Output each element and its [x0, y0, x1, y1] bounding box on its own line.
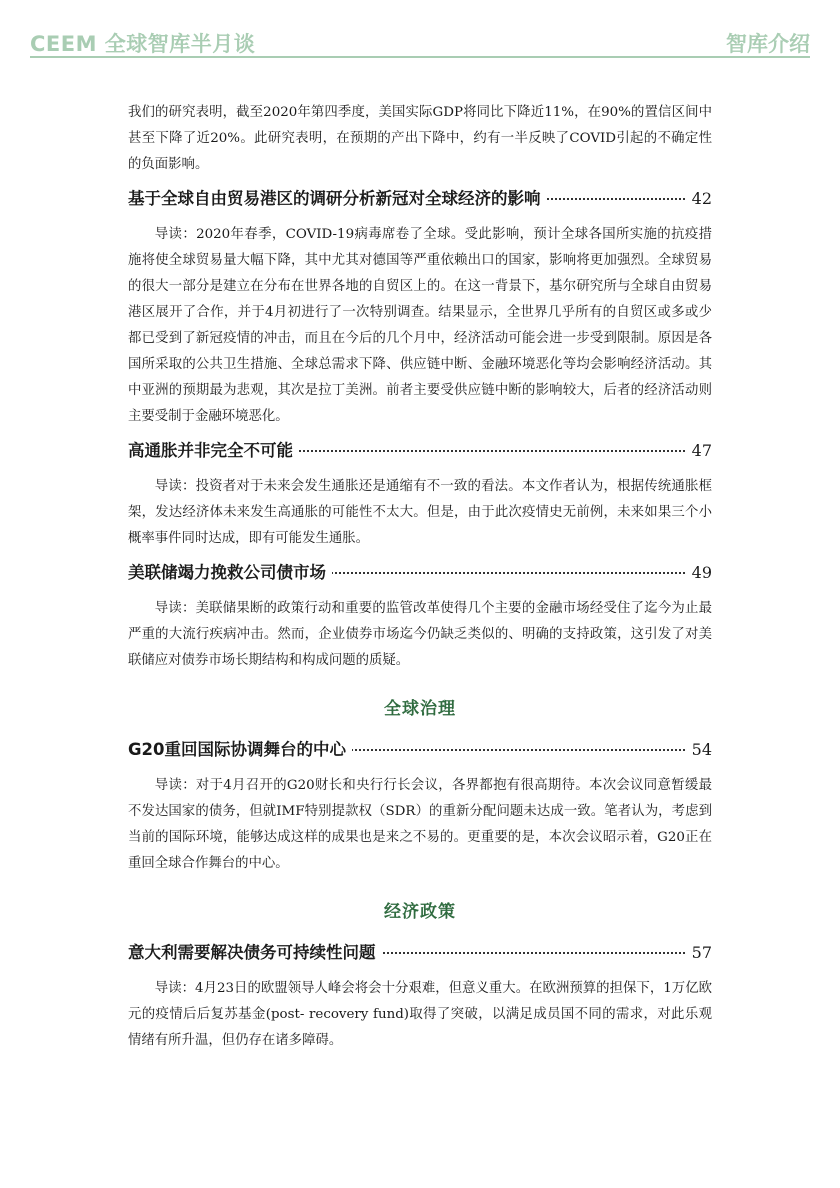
entry-summary: 导读：2020年春季，COVID-19病毒席卷了全球。受此影响，预计全球各国所实施的抗疫措施将使全球贸易量大幅下降，其中尤其对德国等严重依赖出口的国家，影响将更加强烈。全球贸易的很大一部分是建立在分布在世界各地的自贸区上的。在这一背景下，基尔研究所与全球自由贸易港区展开了合作，并于4月初进行了一次特别调查。结果显示，全世界几乎所有的自贸区或多或少都已受到了新冠疫情的冲击，而且在今后的几个月中，经济活动可能会进一步受到限制。原因是各国所采取的公共卫生措施、全球总需求下降、供应链中断、金融环境恶化等均会影响经济活动。其中亚洲的预期最为悲观，其次是拉丁美洲。前者主要受供应链中断的影响较大，后者的经济活动则主要受制于金融环境恶化。 [128, 227, 712, 424]
entry-title: G20重回国际协调舞台的中心 [128, 735, 352, 765]
entry-page-number: 42 [686, 184, 712, 214]
toc-entry-global-ftz[interactable] [128, 184, 712, 214]
publication-title: CEEM 全球智库半月谈 [30, 32, 256, 56]
entry-title: 基于全球自由贸易港区的调研分析新冠对全球经济的影响 [128, 184, 547, 214]
entry-summary: 导读：4月23日的欧盟领导人峰会将会十分艰难，但意义重大。在欧洲预算的担保下，1万亿欧元的疫情后后复苏基金(post- recovery fund)取得了突破，以满足成员国不同的需求，对此乐观情绪有所升温，但仍存在诸多障碍。 [128, 981, 712, 1048]
header-divider [30, 56, 810, 58]
entry-title: 意大利需要解决债务可持续性问题 [128, 938, 382, 968]
toc-entry-high-inflation[interactable] [128, 436, 712, 466]
section-heading-global-governance: 全球治理 [384, 699, 456, 719]
entry-summary: 导读：对于4月召开的G20财长和央行行长会议，各界都抱有很高期待。本次会议同意暂缓最不发达国家的债务，但就IMF特别提款权（SDR）的重新分配问题未达成一致。笔者认为，考虑到当前的国际环境，能够达成这样的成果也是来之不易的。更重要的是，本次会议昭示着，G20正在重回全球合作舞台的中心。 [128, 778, 712, 871]
entry-page-number: 47 [686, 436, 712, 466]
entry-page-number: 57 [686, 938, 712, 968]
entry-summary: 导读：美联储果断的政策行动和重要的监管改革使得几个主要的金融市场经受住了迄今为止最严重的大流行疾病冲击。然而，企业债券市场迄今仍缺乏类似的、明确的支持政策，这引发了对美联储应对债券市场长期结构和构成问题的质疑。 [128, 601, 712, 668]
page-header [30, 24, 810, 58]
toc-entry-italy-debt[interactable] [128, 938, 712, 968]
toc-entry-fed-corporate-bonds[interactable] [128, 558, 712, 588]
section-label: 智库介绍 [726, 32, 810, 56]
toc-entry-g20[interactable] [128, 735, 712, 765]
entry-page-number: 54 [686, 735, 712, 765]
entry-summary: 导读：投资者对于未来会发生通胀还是通缩有不一致的看法。本文作者认为，根据传统通胀框架，发达经济体未来发生高通胀的可能性不太大。但是，由于此次疫情史无前例，未来如果三个小概率事件同时达成，即有可能发生通胀。 [128, 479, 712, 546]
intro-paragraph: 我们的研究表明，截至2020年第四季度，美国实际GDP将同比下降近11%，在90%的置信区间中甚至下降了近20%。此研究表明，在预期的产出下降中，约有一半反映了COVID引起的不确定性的负面影响。 [128, 105, 712, 172]
toc-content [128, 100, 712, 1054]
section-heading-economic-policy: 经济政策 [384, 902, 456, 922]
entry-title: 美联储竭力挽救公司债市场 [128, 558, 332, 588]
entry-page-number: 49 [686, 558, 712, 588]
entry-title: 高通胀并非完全不可能 [128, 436, 299, 466]
